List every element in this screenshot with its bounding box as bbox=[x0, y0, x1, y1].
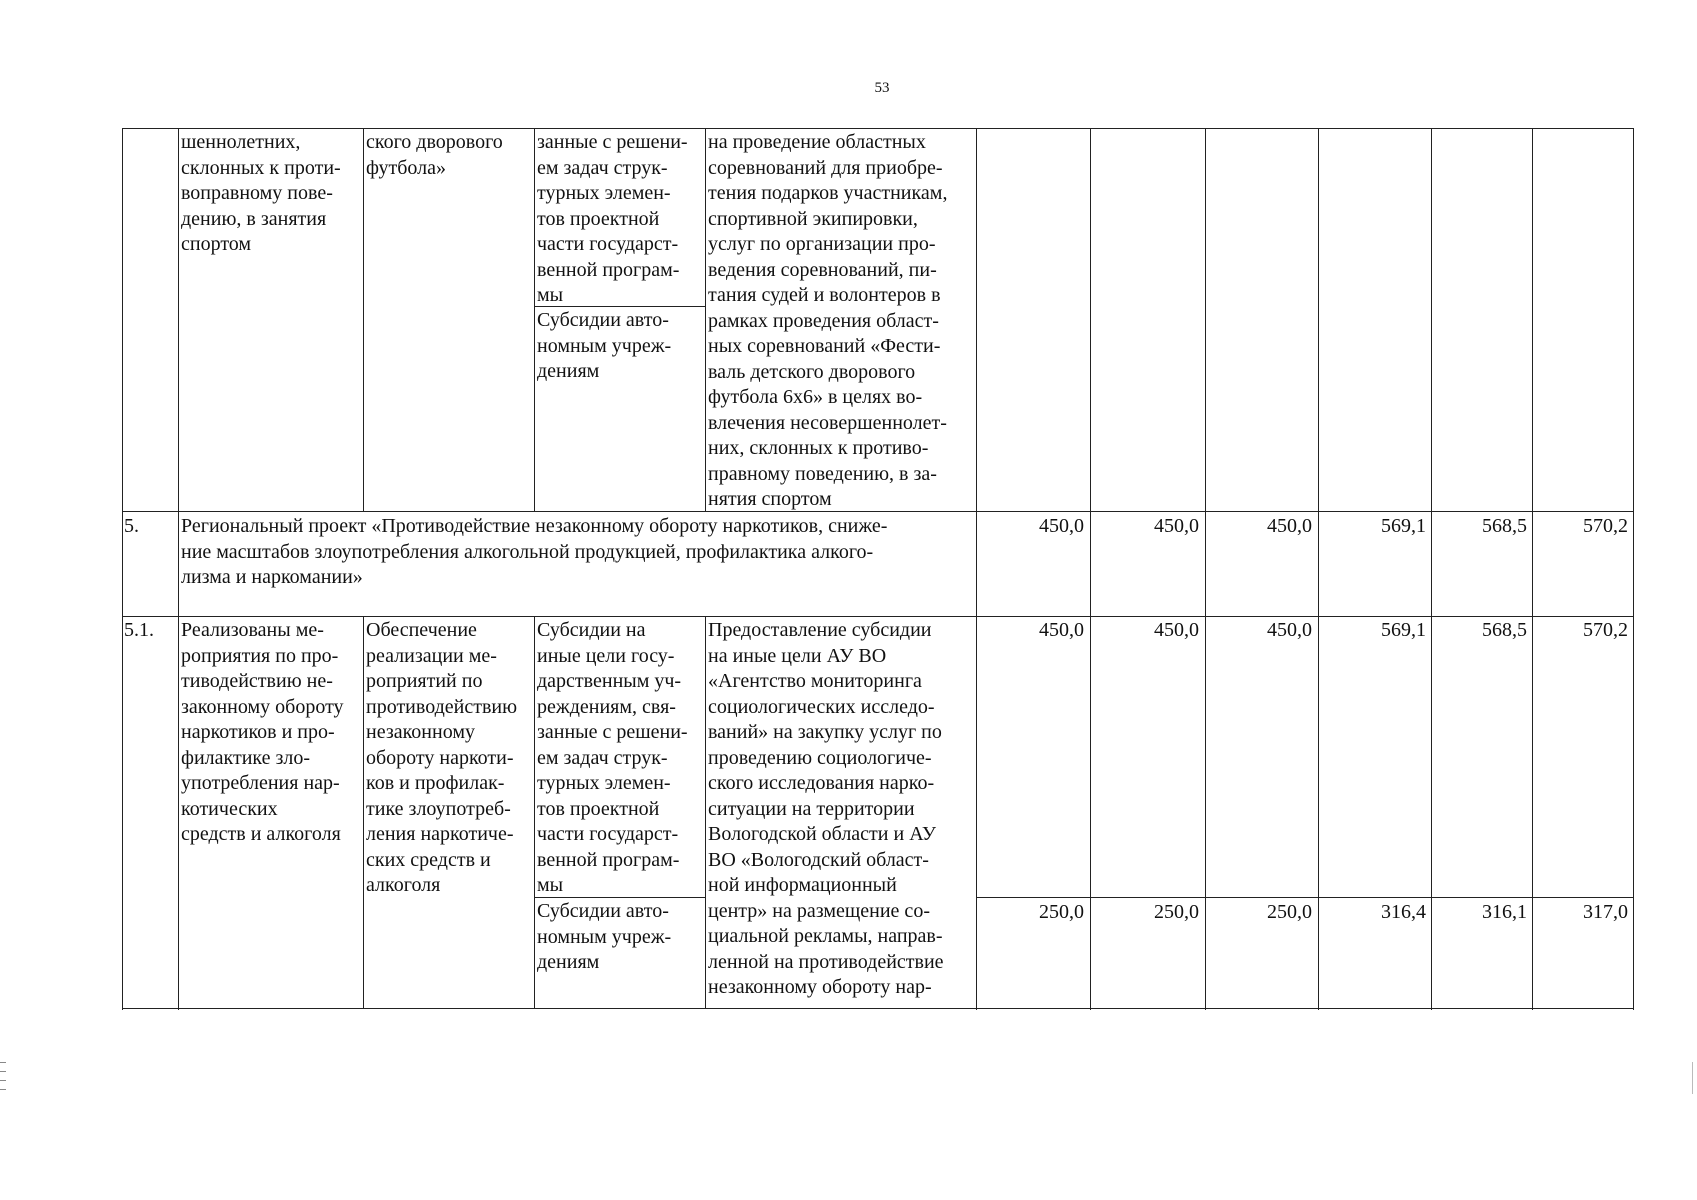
value-cell: 450,0 bbox=[1039, 515, 1084, 537]
value-cell: 569,1 bbox=[1381, 619, 1426, 641]
column-divider bbox=[705, 128, 706, 511]
subsidy-purpose: Предоставление субсидии на иные цели АУ ВО «Агентство мониторинга социологических исследо- ваний» на закупку услуг по проведению социологиче- ского исследования нарко- ситуации на территории Вологодской области и АУ ВО «Вологодский област- ной информационный центр» на размещение со- циальной рекламы, направ- ленной на противодействие незаконному обороту нар- bbox=[708, 619, 944, 998]
column-divider bbox=[1090, 128, 1091, 1010]
value-cell: 317,0 bbox=[1583, 901, 1628, 923]
column-divider bbox=[178, 128, 179, 1010]
value-cell: 250,0 bbox=[1267, 901, 1312, 923]
value-cell: 316,1 bbox=[1482, 901, 1527, 923]
column-divider bbox=[1431, 128, 1432, 1010]
cont-event-name: ского дворового футбола» bbox=[366, 131, 503, 179]
table-border-left bbox=[122, 128, 123, 1010]
subsidy-type-a: Субсидии на иные цели госу- дарственным уч- реждениям, свя- занные с решени- ем задач струк- турных элемен- тов проектной части государст- венной програм- мы bbox=[537, 619, 688, 896]
value-cell: 568,5 bbox=[1482, 515, 1527, 537]
cont-purpose: на проведение областных соревнований для приобре- тения подарков участникам, спортивной экипировки, услуг по организации про- ведения соревнований, пи- тания судей и волонтеров в рамках проведения област- ных соревнований «Фести- валь детского дворового футбола 6х6» в целях во- влечения несовершеннолет- них, склонных к противо- правному поведению, в за- нятия спортом bbox=[708, 131, 948, 510]
row-number: 5. bbox=[124, 515, 139, 537]
scan-mark bbox=[0, 1071, 6, 1072]
event-name: Обеспечение реализации ме- роприятий по противодействию незаконному обороту наркоти- ков и профилак- тике злоупотреб- ления наркотиче- ских средств и алкоголя bbox=[366, 619, 518, 896]
value-cell: 450,0 bbox=[1154, 619, 1199, 641]
table-border-right bbox=[1633, 128, 1634, 1010]
value-cell: 570,2 bbox=[1583, 515, 1628, 537]
column-divider bbox=[1205, 128, 1206, 1010]
column-divider bbox=[705, 616, 706, 1008]
value-cell: 450,0 bbox=[1154, 515, 1199, 537]
scan-mark bbox=[0, 1080, 6, 1081]
value-cell: 250,0 bbox=[1154, 901, 1199, 923]
page-number: 53 bbox=[874, 80, 890, 96]
cont-result-name: шеннолетних, склонных к проти- воправному пове- дению, в занятия спортом bbox=[181, 131, 341, 255]
scan-mark bbox=[0, 1089, 6, 1090]
scan-mark bbox=[0, 1062, 6, 1063]
value-cell: 450,0 bbox=[1039, 619, 1084, 641]
value-cell: 570,2 bbox=[1583, 619, 1628, 641]
table-border-bottom bbox=[122, 1008, 1634, 1009]
cell-divider bbox=[976, 897, 1634, 898]
cont-subsidy-type-b: Субсидии авто- номным учреж- дениям bbox=[537, 309, 672, 382]
cont-subsidy-type-a: занные с решени- ем задач струк- турных элемен- тов проектной части государст- венной програм- мы bbox=[537, 131, 688, 306]
regional-project-title: Региональный проект «Противодействие незаконному обороту наркотиков, сниже- ние масштабов злоупотребления алкогольной продукцией, профилактика алкого- лизма и наркомании» bbox=[181, 515, 888, 588]
column-divider bbox=[976, 128, 977, 1010]
row-number: 5.1. bbox=[124, 619, 154, 641]
scan-mark bbox=[1692, 1062, 1693, 1094]
value-cell: 316,4 bbox=[1381, 901, 1426, 923]
value-cell: 250,0 bbox=[1039, 901, 1084, 923]
column-divider bbox=[1318, 128, 1319, 1010]
budget-table bbox=[122, 128, 1634, 1010]
column-divider bbox=[363, 128, 364, 511]
value-cell: 569,1 bbox=[1381, 515, 1426, 537]
column-divider bbox=[534, 616, 535, 1008]
value-cell: 450,0 bbox=[1267, 515, 1312, 537]
row-divider bbox=[122, 616, 1634, 617]
result-name: Реализованы ме- роприятия по про- тиводействию не- законному обороту наркотиков и про- филактике зло- употребления нар- котических средств и алкоголя bbox=[181, 619, 344, 845]
column-divider bbox=[534, 128, 535, 511]
value-cell: 450,0 bbox=[1267, 619, 1312, 641]
subsidy-type-b: Субсидии авто- номным учреж- дениям bbox=[537, 900, 672, 973]
column-divider bbox=[363, 616, 364, 1008]
table-border-top bbox=[122, 128, 1634, 129]
column-divider bbox=[1532, 128, 1533, 1010]
value-cell: 568,5 bbox=[1482, 619, 1527, 641]
